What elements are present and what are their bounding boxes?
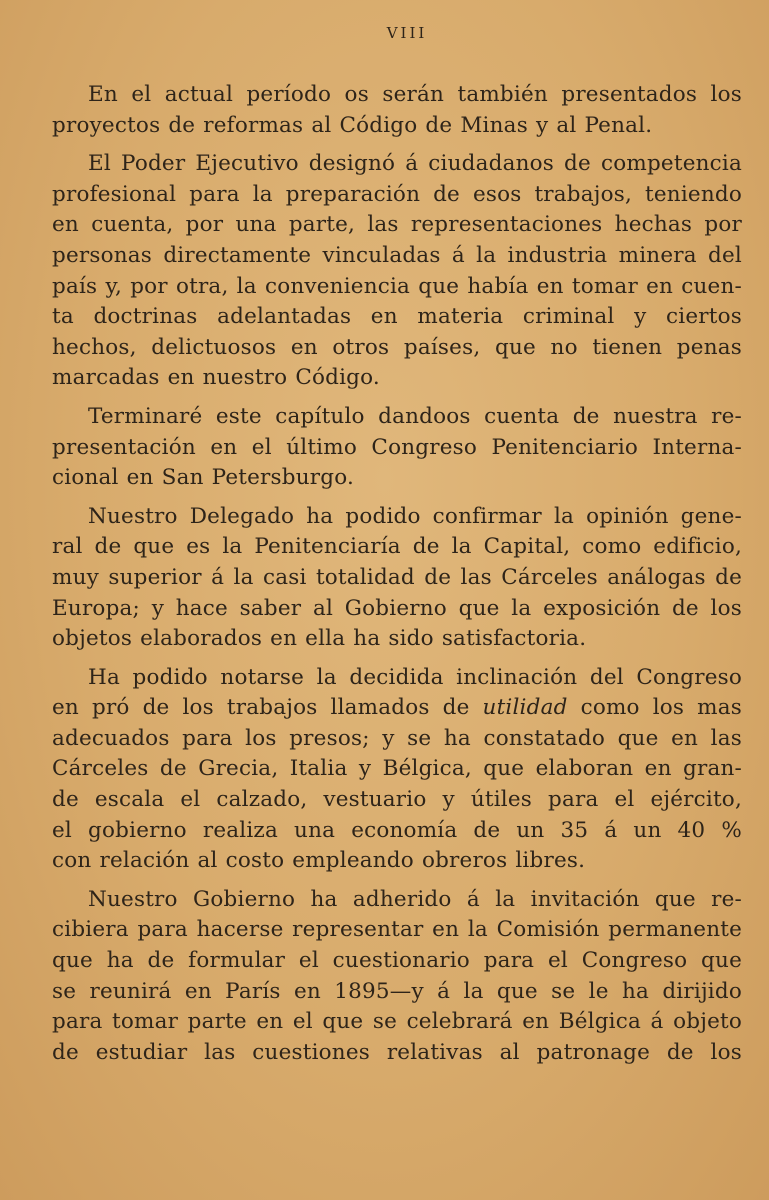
text-line: cional en San Petersburgo.	[52, 465, 355, 491]
text-line: Cárceles de Grecia, Italia y Bélgica, que elaboran en gran-	[52, 756, 742, 782]
text-line: Europa; y hace saber al Gobierno que la exposición de los	[52, 595, 742, 621]
text-line: personas directamente vinculadas á la industria minera del	[52, 242, 742, 268]
text-line: Nuestro Gobierno ha adherido á la invitación que re-	[88, 886, 742, 912]
paragraph-3	[52, 402, 742, 494]
text-line: adecuados para los presos; y se ha constatado que en las	[52, 725, 742, 751]
book-page	[52, 24, 742, 1076]
text-line: para tomar parte en el que se celebrará en Bélgica á objeto	[52, 1009, 742, 1035]
text-line: marcadas en nuestro Código.	[52, 365, 380, 391]
paragraph-4	[52, 502, 742, 655]
text-line: de estudiar las cuestiones relativas al patronage de los	[52, 1039, 742, 1065]
text-line: ta doctrinas adelantadas en materia criminal y ciertos	[52, 304, 742, 330]
page-number-header: VIII	[386, 24, 428, 42]
text-line: en cuenta, por una parte, las representaciones hechas por	[52, 212, 742, 238]
paragraph-1	[52, 80, 742, 141]
text-line: que ha de formular el cuestionario para el Congreso que	[52, 948, 742, 974]
text-line: hechos, delictuosos en otros países, que no tienen penas	[52, 334, 742, 360]
text-line: se reunirá en París en 1895—y á la que se le ha dirijido	[52, 978, 742, 1004]
text-line: muy superior á la casi totalidad de las Cárceles análogas de	[52, 564, 742, 590]
text-fragment: en pró de los trabajos llamados de	[52, 695, 483, 721]
text-line	[52, 693, 742, 724]
text-line: objetos elaborados en ella ha sido satisfactoria.	[52, 626, 587, 652]
text-line: con relación al costo empleando obreros libres.	[52, 848, 586, 874]
text-line: Terminaré este capítulo dandoos cuenta de nuestra re-	[88, 403, 742, 429]
text-line: ral de que es la Penitenciaría de la Capital, como edificio,	[52, 534, 742, 560]
text-line: El Poder Ejecutivo designó á ciudadanos de competencia	[88, 151, 742, 177]
text-line: Ha podido notarse la decidida inclinación del Congreso	[88, 664, 742, 690]
italic-term: utilidad	[482, 695, 568, 721]
text-line: proyectos de reformas al Código de Minas y al Penal.	[52, 112, 653, 138]
paragraph-5	[52, 663, 742, 877]
paragraph-6	[52, 885, 742, 1069]
text-line: presentación en el último Congreso Penitenciario Interna-	[52, 434, 742, 460]
text-fragment: como los mas	[567, 695, 743, 721]
text-line: cibiera para hacerse representar en la Comisión permanente	[52, 917, 742, 943]
text-line: de escala el calzado, vestuario y útiles para el ejército,	[52, 787, 742, 813]
text-line: país y, por otra, la conveniencia que había en tomar en cuen-	[52, 273, 742, 299]
text-line: el gobierno realiza una economía de un 35 á un 40 %	[52, 817, 742, 843]
text-line: Nuestro Delegado ha podido confirmar la opinión gene-	[88, 503, 742, 529]
text-line: profesional para la preparación de esos trabajos, teniendo	[52, 181, 742, 207]
paragraph-2	[52, 149, 742, 394]
text-line: En el actual período os serán también presentados los	[88, 82, 742, 107]
